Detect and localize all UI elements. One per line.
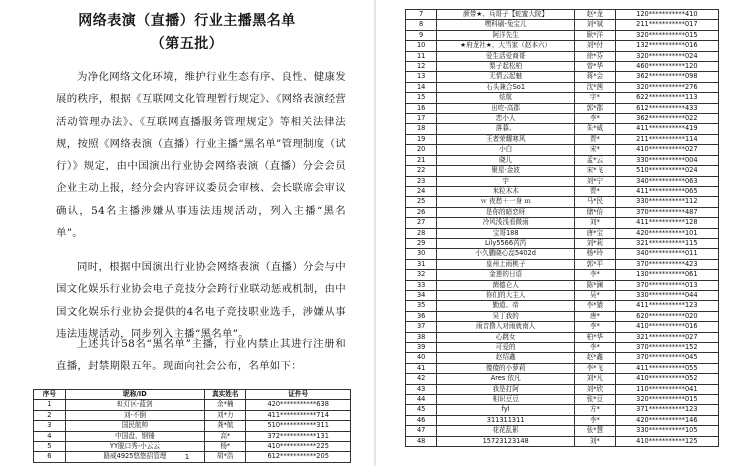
cell-nickname: 金莲的日语 [437,270,575,280]
cell-real-name: 朱*威 [575,124,616,134]
table-row [406,374,719,384]
cell-index: 20 [406,145,437,155]
cell-index: 44 [406,395,437,405]
table-row [406,311,719,321]
table-row [406,176,719,186]
cell-index: 15 [406,93,437,103]
table-row [406,134,719,144]
cell-id-number: 420***********101 [615,228,718,238]
cell-index: 47 [406,426,437,436]
cell-index: 27 [406,218,437,228]
table-row [34,410,351,420]
cell-index: 2 [34,410,66,420]
cell-real-name: 郭*平 [575,259,616,269]
cell-nickname: 你们的大主人 [437,290,575,300]
cell-nickname: 心跳女 [437,332,575,342]
cell-index: 9 [406,30,437,40]
cell-nickname: 小白 [437,145,575,155]
cell-nickname: 相识豆豆 [437,395,575,405]
summary-paragraph: 上述共计58名“黑名单”主播，行业内禁止其进行注册和直播，封禁期限五年。现面向社会公布，名单如下： [56,338,346,373]
cell-index: 34 [406,290,437,300]
cell-nickname: 花花乱影 [437,426,575,436]
cell-nickname: 吴丁我的 [437,311,575,321]
cell-index: 23 [406,176,437,186]
cell-nickname: 菌德仑人 [437,280,575,290]
cell-id-number: 320***********024 [615,51,718,61]
cell-nickname: Ares 依凡 [437,374,575,384]
table-row [406,259,719,269]
cell-real-name: 储*倍 [575,207,616,217]
header-nickname: 昵称/ID [65,390,204,400]
cell-index: 36 [406,311,437,321]
cell-real-name: 郭*郡 [575,103,616,113]
cell-nickname: 王者荣耀寒风 [437,134,575,144]
cell-id-number: 330***********105 [615,426,718,436]
cell-id-number: 612***********205 [246,452,351,462]
cell-id-number: 612***********433 [615,103,718,113]
cell-id-number: 340***********011 [615,249,718,259]
cell-real-name: 吴* [575,290,616,300]
header-id-number: 证件号 [246,390,351,400]
cell-index: 35 [406,301,437,311]
cell-real-name: 高* [205,431,246,441]
cell-nickname: 聚星·金波 [437,166,575,176]
cell-index: 7 [406,10,437,20]
cell-nickname: 勤道、帝 [437,301,575,311]
cell-index: 48 [406,436,437,446]
cell-id-number: 370***********487 [615,207,718,217]
cell-index: 1 [34,400,66,410]
table-row [406,145,719,155]
table-row [406,353,719,363]
cell-id-number: 321***********115 [615,238,718,248]
cell-real-name: 胡*浩 [205,452,246,462]
cell-nickname: 米粒木木 [437,186,575,196]
cell-index: 37 [406,322,437,332]
cell-nickname: 梨子起松柏 [437,62,575,72]
cell-real-name: 马*民 [575,197,616,207]
cell-id-number: 370***********013 [615,280,718,290]
cell-index: 41 [406,363,437,373]
table-row [406,384,719,394]
cell-id-number: 510***********024 [615,166,718,176]
cell-real-name: 龚*航 [205,421,246,431]
cell-real-name: 李* [575,415,616,425]
table-row [406,82,719,92]
cell-real-name: 宇* [575,93,616,103]
cell-real-name: 刘*力 [205,410,246,420]
cell-real-name: 李*猿 [575,301,616,311]
page-2 [376,0,750,466]
cell-nickname: 皇州上雨桃子 [437,259,575,269]
cell-id-number: 320***********276 [615,82,718,92]
cell-id-number: 410***********027 [615,145,718,155]
cell-id-number: 362***********022 [615,114,718,124]
table-row [406,290,719,300]
cell-id-number: 411***********065 [615,186,718,196]
cell-real-name: 刘* [575,436,616,446]
cell-nickname: 嘿科刷-兔宝儿 [437,20,575,30]
cell-real-name: 杨*玲 [575,249,616,259]
table-header-row [34,390,351,400]
cell-real-name: 刘*付 [575,41,616,51]
cell-id-number: 620***********020 [615,311,718,321]
cell-index: 8 [406,20,437,30]
table-row [406,436,719,446]
cell-index: 25 [406,197,437,207]
table-row [406,51,719,61]
cell-index: 38 [406,332,437,342]
cell-nickname: 炫航 [437,93,575,103]
cell-nickname: 颜带★、兵哥子【蛇蜜大院】 [437,10,575,20]
cell-index: 12 [406,62,437,72]
cell-index: 11 [406,51,437,61]
table-row [406,363,719,373]
cell-real-name: 李* [575,322,616,332]
cell-real-name: 刘*宁 [575,176,616,186]
cell-id-number: 410***********052 [615,374,718,384]
cell-real-name: 徐*芬 [575,51,616,61]
cell-id-number: 320***********015 [615,395,718,405]
cell-id-number: 211***********114 [615,134,718,144]
cell-real-name: 刘*凡 [575,374,616,384]
cell-index: 28 [406,228,437,238]
cell-index: 21 [406,155,437,165]
cell-real-name: 宋* [575,145,616,155]
cell-nickname: 雨音撸入对雨就南人 [437,322,575,332]
table-row [406,186,719,196]
table-row [406,166,719,176]
cell-nickname: Lily5566芮芮 [437,238,575,248]
table-row [34,400,351,410]
cell-id-number: 110***********041 [615,384,718,394]
header-real-name: 真实姓名 [205,390,246,400]
table-row [406,41,719,51]
cell-real-name: 李* [575,270,616,280]
cell-nickname: 路威4925悠悠招管理 [65,452,204,462]
cell-real-name: 张*豆 [575,395,616,405]
cell-id-number: 372***********131 [246,431,351,441]
table-row [406,10,719,20]
cell-real-name: 蒋*会 [575,72,616,82]
cell-index: 30 [406,249,437,259]
cell-nickname: fyl [437,405,575,415]
cell-id-number: 330***********004 [615,155,718,165]
table-row [406,197,719,207]
cell-id-number: 411***********055 [615,363,718,373]
cell-id-number: 130***********061 [615,270,718,280]
cell-real-name: 杨* [205,442,246,452]
cell-nickname: 虹灯区-蓝剑 [65,400,204,410]
cell-nickname: 冷风浅浅看微雨 [437,218,575,228]
table-row [406,395,719,405]
header-index: 序号 [34,390,66,400]
cell-real-name: 赵*龙 [575,10,616,20]
cell-id-number: 320***********015 [615,30,718,40]
cell-id-number: 330***********112 [615,197,718,207]
cell-id-number: 330***********044 [615,290,718,300]
intro-paragraph: 为净化网络文化环境，维护行业生态有序、良性、健康发展的秩序，根据《互联网文化管理暂行规定》、《网络表演经营活动管理办法》、《互联网直播服务管理规定》等相关法律法规，按照《网络表演（直播）行业主播“黑名单”管理制度（试行）》规定，由中国演出行业协会网络表演（直播）分会会员企业主动上报，经分会内容评议委员会审核、会长联席会审议确认，54名主播涉嫌从事违法违规活动，列入主播“黑名单”。 [56,71,346,240]
cell-real-name: 余*楠 [205,400,246,410]
cell-id-number: 410***********225 [246,442,351,452]
cell-id-number: 460***********120 [615,62,718,72]
esports-paragraph: 同时，根据中国演出行业协会网络表演（直播）分会与中国文化娱乐行业协会电子竞技分会跨行业联动惩戒机制，由中国文化娱乐行业协会提供的4名电子竞技职业选手，涉嫌从事违法违规活动，同步列入主播“黑名单”。 [56,261,346,340]
cell-id-number: 411***********123 [615,301,718,311]
cell-nickname: 刘-不倒 [65,410,204,420]
cell-index: 33 [406,280,437,290]
cell-id-number: 362***********098 [615,72,718,82]
cell-index: 26 [406,207,437,217]
table-row [34,442,351,452]
cell-nickname: 宇 [437,176,575,186]
cell-index: 18 [406,124,437,134]
cell-index: 29 [406,238,437,248]
table-row [406,72,719,82]
table-row [406,114,719,124]
cell-nickname: ★府龙社★、大当家（赵本六） [437,41,575,51]
page-1 [0,0,374,466]
cell-id-number: 410***********016 [615,322,718,332]
cell-id-number: 370***********423 [615,259,718,269]
cell-real-name: 柏*华 [575,332,616,342]
cell-real-name: 贾* [575,186,616,196]
page-number: 1 [184,453,190,461]
cell-real-name: 曾*华 [575,62,616,72]
cell-nickname: 恋小人 [437,114,575,124]
table-row [406,415,719,425]
cell-real-name: 张*慧 [575,426,616,436]
cell-index: 14 [406,82,437,92]
table-row [406,62,719,72]
table-row [406,322,719,332]
cell-nickname: 可爱的 [437,343,575,353]
cell-real-name: 贾* [575,134,616,144]
table-row [406,20,719,30]
cell-index: 46 [406,415,437,425]
cell-index: 22 [406,166,437,176]
cell-real-name: 唐*宝 [575,228,616,238]
cell-index: 5 [34,442,66,452]
table-row [406,218,719,228]
cell-nickname: 是你的暗恋呀 [437,207,575,217]
cell-id-number: 132***********016 [615,41,718,51]
cell-real-name: 陈*澜 [575,280,616,290]
cell-nickname: 阿洋先生 [437,30,575,40]
cell-index: 4 [34,431,66,441]
document-title: 网络表演（直播）行业主播黑名单 [78,13,296,29]
cell-index: 45 [406,405,437,415]
cell-real-name: 刘* [575,218,616,228]
blacklist-table-page-1 [33,389,351,463]
cell-id-number: 420***********638 [246,400,351,410]
cell-real-name: 刘*莉 [575,238,616,248]
table-row [406,207,719,217]
cell-index: 39 [406,343,437,353]
cell-real-name: 耿*洋 [575,30,616,40]
cell-id-number: 411***********128 [615,218,718,228]
document-subtitle: （第五批） [150,36,224,52]
cell-real-name: 赵*鑫 [575,353,616,363]
table-row [406,155,719,165]
blacklist-table-page-2 [405,9,719,447]
table-row [406,124,719,134]
cell-nickname: 爱生活爱商哥 [437,51,575,61]
cell-id-number: 211***********017 [615,20,718,30]
table-row [406,280,719,290]
cell-nickname: ｗ 夜愁＋一身 ｍ [437,197,575,207]
cell-nickname: YY脱口秀-小云云 [65,442,204,452]
table-row [406,301,719,311]
cell-nickname: 311311311 [437,415,575,425]
table-row [406,93,719,103]
cell-nickname: 落暮、 [437,124,575,134]
cell-id-number: 120***********410 [615,10,718,20]
cell-index: 42 [406,374,437,384]
cell-index: 19 [406,134,437,144]
cell-id-number: 370***********152 [615,343,718,353]
cell-index: 16 [406,103,437,113]
table-row [406,228,719,238]
cell-nickname: 傻傻的小萝莉 [437,363,575,373]
table-row [406,103,719,113]
cell-index: 31 [406,259,437,269]
cell-real-name: 沈*茜 [575,82,616,92]
cell-nickname: 15723123148 [437,436,575,446]
cell-index: 32 [406,270,437,280]
cell-nickname: 赵绍鑫 [437,353,575,363]
cell-nickname: 宝哥188 [437,228,575,238]
cell-real-name: 李*飞 [575,363,616,373]
cell-id-number: 340***********063 [615,176,718,186]
cell-id-number: 622***********113 [615,93,718,103]
cell-nickname: 我是打阿 [437,384,575,394]
cell-index: 24 [406,186,437,196]
cell-real-name: 李* [575,114,616,124]
cell-real-name: 刘*斌 [575,20,616,30]
cell-nickname: 小久鹏晓心惢5402d [437,249,575,259]
cell-nickname: 出吃-高郡 [437,103,575,113]
table-row [406,238,719,248]
table-row [34,431,351,441]
cell-index: 40 [406,353,437,363]
cell-real-name: 唐* [575,311,616,321]
cell-id-number: 510***********311 [246,421,351,431]
cell-id-number: 420***********146 [615,415,718,425]
table-row [406,343,719,353]
cell-nickname: 中国盘、钢锤 [65,431,204,441]
cell-id-number: 371***********123 [615,405,718,415]
table-row [34,421,351,431]
cell-index: 3 [34,421,66,431]
cell-nickname: 国民航帅 [65,421,204,431]
cell-id-number: 411***********714 [246,410,351,420]
cell-id-number: 370***********045 [615,353,718,363]
cell-real-name: 宋*飞 [575,166,616,176]
cell-id-number: 411***********419 [615,124,718,134]
cell-real-name: 李* [575,343,616,353]
table-row [406,332,719,342]
table-row [406,30,719,40]
cell-real-name: 刘*欣 [575,384,616,394]
table-row [406,249,719,259]
cell-index: 6 [34,452,66,462]
cell-real-name: 方* [575,405,616,415]
cell-index: 10 [406,41,437,51]
table-row [406,426,719,436]
cell-nickname: 石头兼合So1 [437,82,575,92]
cell-nickname: 晓儿 [437,155,575,165]
table-row [406,405,719,415]
cell-id-number: 410***********125 [615,436,718,446]
table-row [406,270,719,280]
cell-real-name: 孟*云 [575,155,616,165]
cell-index: 43 [406,384,437,394]
cell-nickname: 无情云起魅 [437,72,575,82]
cell-id-number: 321***********027 [615,332,718,342]
cell-index: 17 [406,114,437,124]
cell-index: 13 [406,72,437,82]
